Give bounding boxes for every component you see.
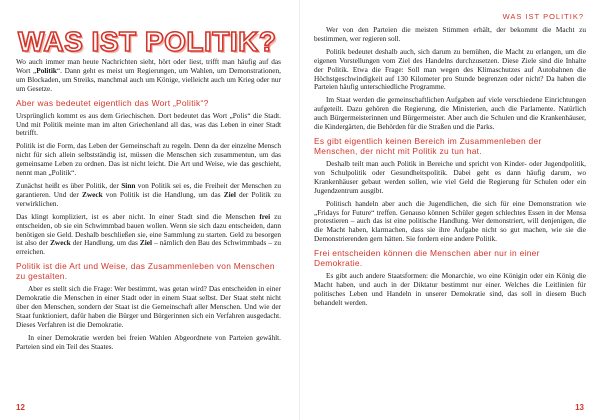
- right-column: [314, 26, 586, 312]
- page-title: WAS IST POLITIK?: [18, 26, 277, 57]
- right-page: [300, 0, 600, 420]
- paragraph-purpose: Zunächst heißt es über Politik, der Sinn von Politik sei es, die Freiheit der Menschen zu garantieren. Und der Zweck von Politik ist die Handlung, um das Ziel der Politik zu verwirklichen.: [16, 180, 282, 208]
- intro-paragraph: Wo auch immer man heute Nachrichten sieht, hört oder liest, trifft man häufig auf das Wort „Politik“. Dann geht es meist um Regierungen, um Wahlen, um Demonstrationen, um Blockaden, um Streiks, manchmal auch um Könige, vielleicht auch um Krieg oder nur um Gesetze.: [16, 57, 281, 93]
- paragraph-form: Politik ist die Form, das Leben der Gemeinschaft zu regeln. Denn da der einzelne Mensch nicht für sich allein selbstständig ist, müssen die Menschen sich zusammentun, um das gemeinsame Leben zu ordnen. Das ist nicht leicht. Die Art und Weise, wie das geschieht, nennt man „Politik“.: [16, 141, 281, 178]
- paragraph-elections: In einer Demokratie werden bei freien Wahlen Abgeordnete von Parteien gewählt. Parteien sind ein Teil des Staates.: [16, 332, 281, 351]
- paragraph-origin: Ursprünglich kommt es aus dem Griechischen. Dort bedeutet das Wort „Polis“ die Stadt. Und mit Politik meinte man im alten Griechenland all das, was das Leben in einer Stadt betrifft.: [16, 110, 281, 138]
- paragraph-institutions: Im Staat werden die gemeinschaftlichen Aufgaben auf viele verschiedene Einrichtungen aufgeteilt. Dazu gehören die Regierung, die Ministerien, auch die Parlamente. Natürlich auch Bürgermeisterinnen und Bürgermeister. Aber auch die Schulen und die Krankenhäuser, die Kindergärten, die Behörden für die Straßen und die Parks.: [314, 95, 586, 132]
- subheading-way-of-living: Politik ist die Art und Weise, das Zusammenleben von Menschen zu gestalten.: [16, 261, 275, 282]
- subheading-word-meaning: Aber was bedeutet eigentlich das Wort „Politik“?: [16, 97, 209, 108]
- paragraph-example: Das klingt kompliziert, ist es aber nicht. In einer Stadt sind die Menschen frei zu entscheiden, ob sie ein Schwimmbad bauen wollen. Wenn sie sich dazu entscheiden, dann benötigen sie Geld. Deshalb beschließen sie, eine Sammlung zu starten. Geld zu besorgen ist also der Zweck der Handlung, um das Ziel – nämlich den Bau des Schwimmbads – zu erreichen.: [16, 211, 281, 257]
- page-number-left: 12: [16, 403, 25, 412]
- page-number-right: 13: [575, 403, 584, 412]
- subheading-democracy: Frei entscheiden können die Menschen aber nur in einer Demokratie.: [314, 248, 540, 269]
- subheading-every-area: Es gibt eigentlich keinen Bereich im Zusammenleben der Menschen, der nicht mit Politik zu tun hat.: [314, 135, 542, 156]
- paragraph-policy-areas: Deshalb teilt man auch Politik in Bereiche und spricht von Kinder- oder Jugendpolitik, von Schulpolitik oder Gesundheitspolitik. Dabei geht es dann häufig darum, wo Krankenhäuser gebaut werden sollen, wie viel Geld die Regierung für Schulen oder ein Jugendzentrum ausgibt.: [314, 158, 586, 195]
- intro-bold-word: Politik: [36, 65, 57, 75]
- paragraph-who-decides: Aber es stellt sich die Frage: Wer bestimmt, was getan wird? Das entscheiden in einer Demokratie die Menschen in einer Stadt oder in einem Staat selbst. Der Staat steht nicht über den Menschen, sondern der Staat ist die Gemeinschaft aller Menschen. Und wie der Staat funktioniert, dafür haben die Bürger und Bürgerinnen sich ein Verfahren ausgedacht. Dieses Verfahren ist die Demokratie.: [16, 284, 281, 329]
- paragraph-parties: Wer von den Parteien die meisten Stimmen erhält, der bekommt die Macht zu bestimmen, wer regieren soll.: [314, 25, 586, 43]
- running-head: WAS IST POLITIK?: [502, 12, 584, 21]
- paragraph-power: Politik bedeutet deshalb auch, sich darum zu bemühen, die Macht zu erlangen, um die eigenen Vorstellungen vom Ziel des Handelns durchzusetzen. Diese Ziele sind die Inhalte der Politik. Etwa die Frage: Soll man wegen des Klimaschutzes auf Autobahnen die Höchstgeschwindigkeit auf 130 Kilometer pro Stunde begrenzen oder nicht? Da haben die Parteien häufig unterschiedliche Programme.: [314, 46, 586, 92]
- left-column: [16, 58, 281, 356]
- paragraph-state-forms: Es gibt auch andere Staatsformen: die Monarchie, wo eine Königin oder ein König die Macht haben, und auch in der Diktatur bestimmt nur einer. Welches die Leitlinien für politisches Leben und Handeln in unserer Demokratie sind, das soll in diesem Buch behandelt werden.: [314, 271, 586, 307]
- paragraph-protest: Politisch handeln aber auch die Jugendlichen, die sich für eine Demonstration wie „Fridays for Future“ treffen. Genauso können Schüler gegen schlechtes Essen in der Mensa protestieren – auch das ist eine politische Handlung. Wer demonstriert, will denjenigen, die die Macht haben, klarmachen, dass sie ihre Aufgabe nicht so gut machen, wie sie die Demonstrierenden gern hätten. Sie fordern eine andere Politik.: [314, 198, 586, 244]
